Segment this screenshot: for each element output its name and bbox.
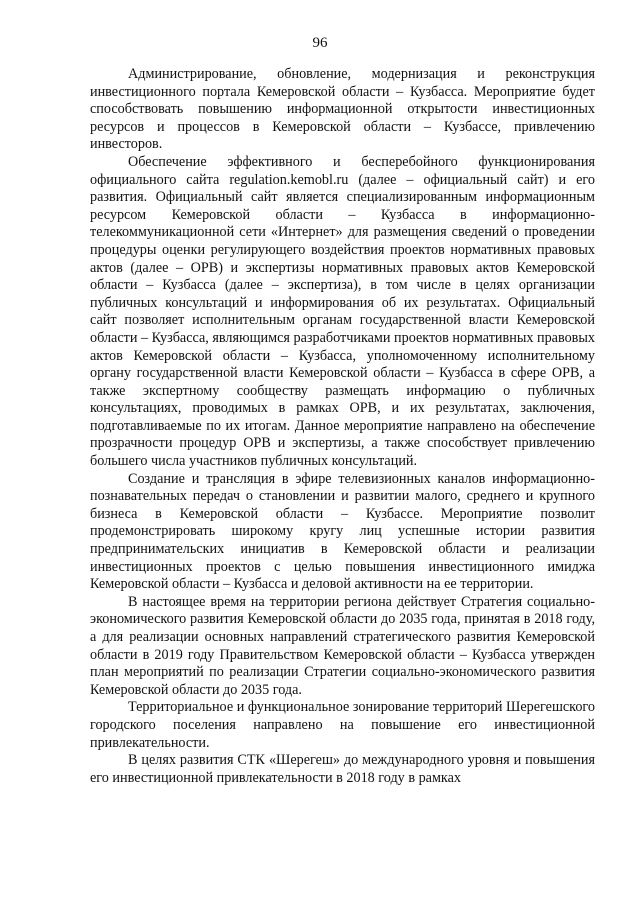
paragraph-strategy: В настоящее время на территории региона действует Стратегия социально-экономического развития Кемеровской области до 2035 года, принятая в 2018 году, а для реализации основных направлений стратегического развития Кемеровской области в 2019 году Правительством Кемеровской области – Кузбасса утвержден план мероприятий по реализации Стратегии социально-экономического развития Кемеровской области до 2035 года. — [90, 593, 595, 698]
paragraph-tv-broadcast: Создание и трансляция в эфире телевизионных каналов информационно-познавательных передач о становлении и развитии малого, среднего и крупного бизнеса в Кемеровской области – Кузбассе. Мероприятие позволит продемонстрировать широкому кругу лиц успешные истории развития предпринимательских инициатив в Кемеровской области и реализации инвестиционных проектов с целью повышения инвестиционного имиджа Кемеровской области – Кузбасса и деловой активности на ее территории. — [90, 470, 595, 593]
page-number: 96 — [312, 35, 328, 51]
paragraph-official-site: Обеспечение эффективного и бесперебойного функционирования официального сайта regulation.kemobl.ru (далее – официальный сайт) и его развития. Официальный сайт является специализированным информационным ресурсом Кемеровской области – Кузбасса в информационно-телекоммуникационной сети «Интернет» для размещения сведений о проведении процедуры оценки регулирующего воздействия проектов нормативных правовых актов (далее – ОРВ) и экспертизы нормативных правовых актов Кемеровской области – Кузбасса (далее – экспертиза), в том числе в целях организации публичных консультаций и информирования об их результатах. Официальный сайт позволяет исполнительным органам государственной власти Кемеровской области – Кузбасса, являющимся разработчиками проектов нормативных правовых актов Кемеровской области – Кузбасса, уполномоченному исполнительному органу государственной власти Кемеровской области – Кузбасса в сфере ОРВ, а также экспертному сообществу размещать информацию о публичных консультациях, проводимых в рамках ОРВ, и их результатах, заключения, подготавливаемые по их итогам. Данное мероприятие направлено на обеспечение прозрачности процедур ОРВ и экспертизы, а также способствует привлечению большего числа участников публичных консультаций. — [90, 153, 595, 470]
paragraph-zoning: Территориальное и функциональное зонирование территорий Шерегешского городского поселения направлено на повышение его инвестиционной привлекательности. — [90, 699, 595, 751]
document-body — [90, 66, 595, 787]
paragraph-sheregesh: В целях развития СТК «Шерегеш» до международного уровня и повышения его инвестиционной привлекательности в 2018 году в рамках — [90, 752, 595, 786]
paragraph-investment-portal: Администрирование, обновление, модернизация и реконструкция инвестиционного портала Кемеровской области – Кузбасса. Мероприятие будет способствовать повышению информационной открытости инвестиционных ресурсов и процессов в Кемеровской области – Кузбассе, привлечению инвесторов. — [90, 66, 595, 153]
